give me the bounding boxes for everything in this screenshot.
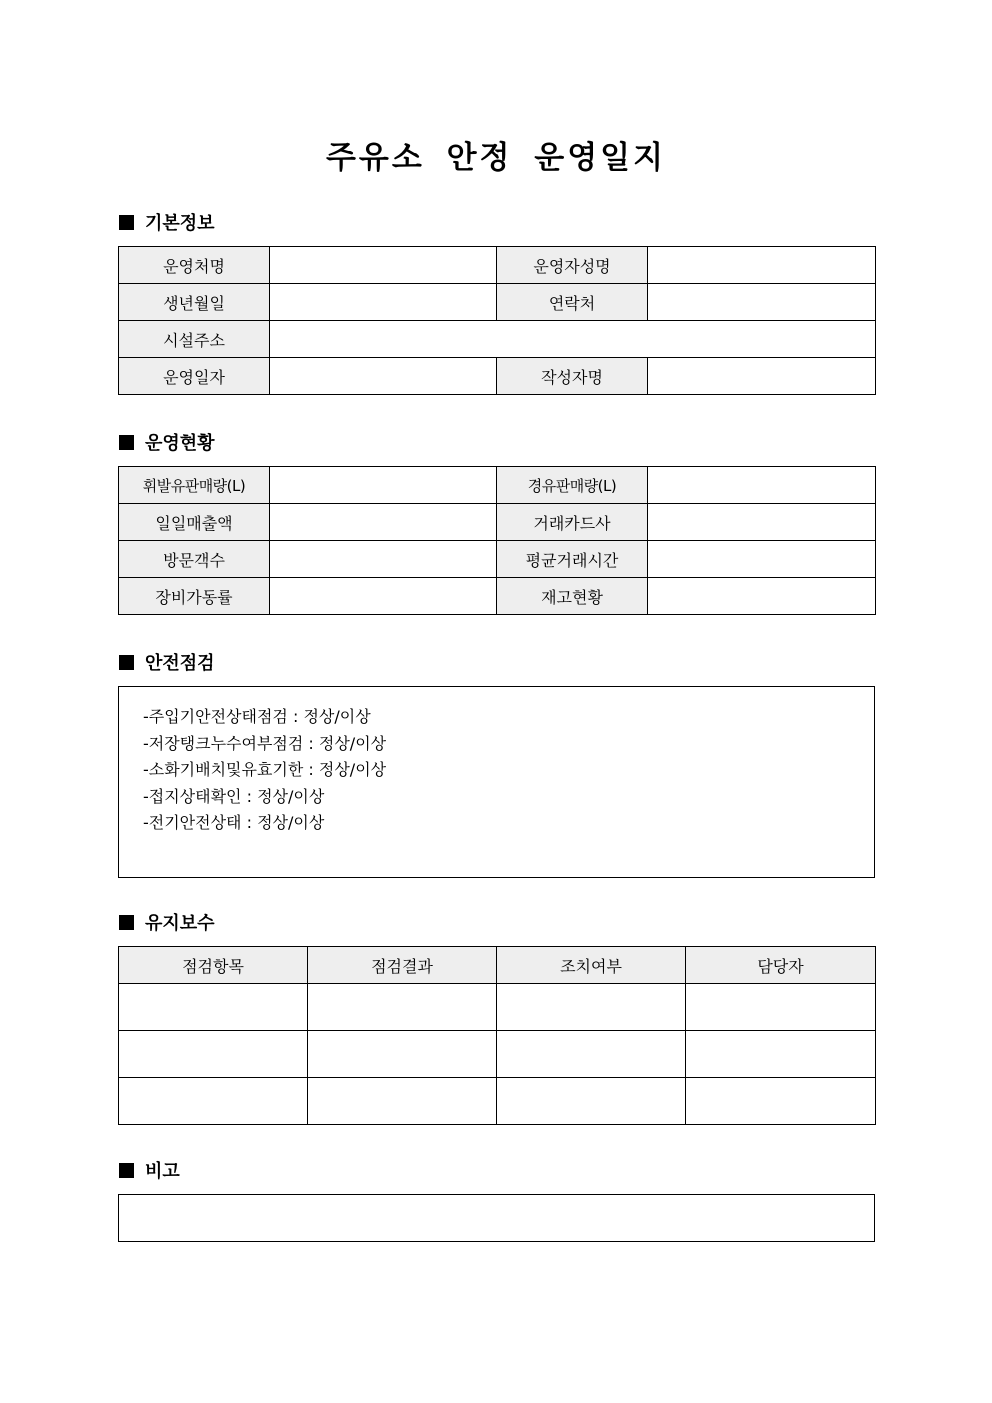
- column-header-check-item: 점검항목: [119, 947, 308, 984]
- avg-transaction-time-field[interactable]: [648, 541, 876, 578]
- facility-address-field[interactable]: [270, 321, 876, 358]
- daily-revenue-field[interactable]: [270, 504, 497, 541]
- inventory-status-label: 재고현황: [497, 578, 648, 615]
- column-header-person-in-charge: 담당자: [686, 947, 876, 984]
- operation-date-field[interactable]: [270, 358, 497, 395]
- list-item: -접지상태확인 : 정상/이상: [143, 786, 325, 806]
- remarks-box[interactable]: [118, 1194, 875, 1242]
- business-cards-label: 거래카드사: [497, 504, 648, 541]
- table-cell[interactable]: [119, 1031, 308, 1078]
- table-cell[interactable]: [497, 1031, 686, 1078]
- section-heading-safety-check: [119, 652, 215, 676]
- daily-revenue-label: 일일매출액: [119, 504, 270, 541]
- operation-status-table: [118, 466, 876, 615]
- business-name-field[interactable]: [270, 247, 497, 284]
- table-row: [119, 284, 876, 321]
- table-row: [119, 1078, 876, 1125]
- visitors-field[interactable]: [270, 541, 497, 578]
- square-bullet-icon: [119, 435, 134, 450]
- table-row: [119, 467, 876, 504]
- table-row: [119, 247, 876, 284]
- inventory-status-field[interactable]: [648, 578, 876, 615]
- table-row: [119, 321, 876, 358]
- operation-date-label: 운영일자: [119, 358, 270, 395]
- list-item: -저장탱크누수여부점검 : 정상/이상: [143, 733, 387, 753]
- table-row: [119, 984, 876, 1031]
- table-cell[interactable]: [686, 1078, 876, 1125]
- maintenance-table: [118, 946, 876, 1125]
- square-bullet-icon: [119, 215, 134, 230]
- diesel-sales-field[interactable]: [648, 467, 876, 504]
- table-row: [119, 1031, 876, 1078]
- table-cell[interactable]: [308, 1078, 497, 1125]
- list-item: -주입기안전상태점검 : 정상/이상: [143, 707, 371, 726]
- avg-transaction-time-label: 평균거래시간: [497, 541, 648, 578]
- table-cell[interactable]: [308, 984, 497, 1031]
- diesel-sales-label: 경유판매량(L): [497, 467, 648, 504]
- table-row: [119, 578, 876, 615]
- contact-field[interactable]: [648, 284, 876, 321]
- table-row: [119, 504, 876, 541]
- section-title: 기본정보: [145, 213, 215, 234]
- list-item: -소화기배치및유효기한 : 정상/이상: [143, 760, 387, 780]
- contact-label: 연락처: [497, 284, 648, 321]
- birth-date-label: 생년월일: [119, 284, 270, 321]
- operator-name-label: 운영자성명: [497, 247, 648, 284]
- table-cell[interactable]: [497, 1078, 686, 1125]
- safety-check-box[interactable]: [118, 686, 875, 878]
- square-bullet-icon: [119, 915, 134, 930]
- equipment-uptime-label: 장비가동률: [119, 578, 270, 615]
- gasoline-sales-field[interactable]: [270, 467, 497, 504]
- section-heading-maintenance: [119, 912, 215, 936]
- table-cell[interactable]: [308, 1031, 497, 1078]
- section-heading-basic-info: [119, 212, 215, 236]
- gasoline-sales-label: 휘발유판매량(L): [119, 467, 270, 504]
- square-bullet-icon: [119, 1163, 134, 1178]
- section-title: 운영현황: [145, 433, 215, 454]
- table-cell[interactable]: [497, 984, 686, 1031]
- business-name-label: 운영처명: [119, 247, 270, 284]
- section-heading-remarks: [119, 1160, 180, 1184]
- equipment-uptime-field[interactable]: [270, 578, 497, 615]
- table-cell[interactable]: [686, 984, 876, 1031]
- section-title: 유지보수: [145, 913, 215, 934]
- section-heading-operation-status: [119, 432, 215, 456]
- table-row: [119, 358, 876, 395]
- writer-name-label: 작성자명: [497, 358, 648, 395]
- page-title: 주유소 안정 운영일지: [325, 140, 667, 176]
- birth-date-field[interactable]: [270, 284, 497, 321]
- column-header-action-taken: 조치여부: [497, 947, 686, 984]
- facility-address-label: 시설주소: [119, 321, 270, 358]
- table-cell[interactable]: [686, 1031, 876, 1078]
- safety-check-list: [143, 704, 386, 837]
- business-cards-field[interactable]: [648, 504, 876, 541]
- section-title: 안전점검: [145, 653, 215, 674]
- square-bullet-icon: [119, 655, 134, 670]
- table-cell[interactable]: [119, 984, 308, 1031]
- writer-name-field[interactable]: [648, 358, 876, 395]
- list-item: -전기안전상태 : 정상/이상: [143, 813, 325, 833]
- section-title: 비고: [145, 1161, 180, 1182]
- visitors-label: 방문객수: [119, 541, 270, 578]
- table-row: [119, 541, 876, 578]
- operator-name-field[interactable]: [648, 247, 876, 284]
- table-cell[interactable]: [119, 1078, 308, 1125]
- basic-info-table: [118, 246, 876, 395]
- column-header-check-result: 점검결과: [308, 947, 497, 984]
- table-header-row: [119, 947, 876, 984]
